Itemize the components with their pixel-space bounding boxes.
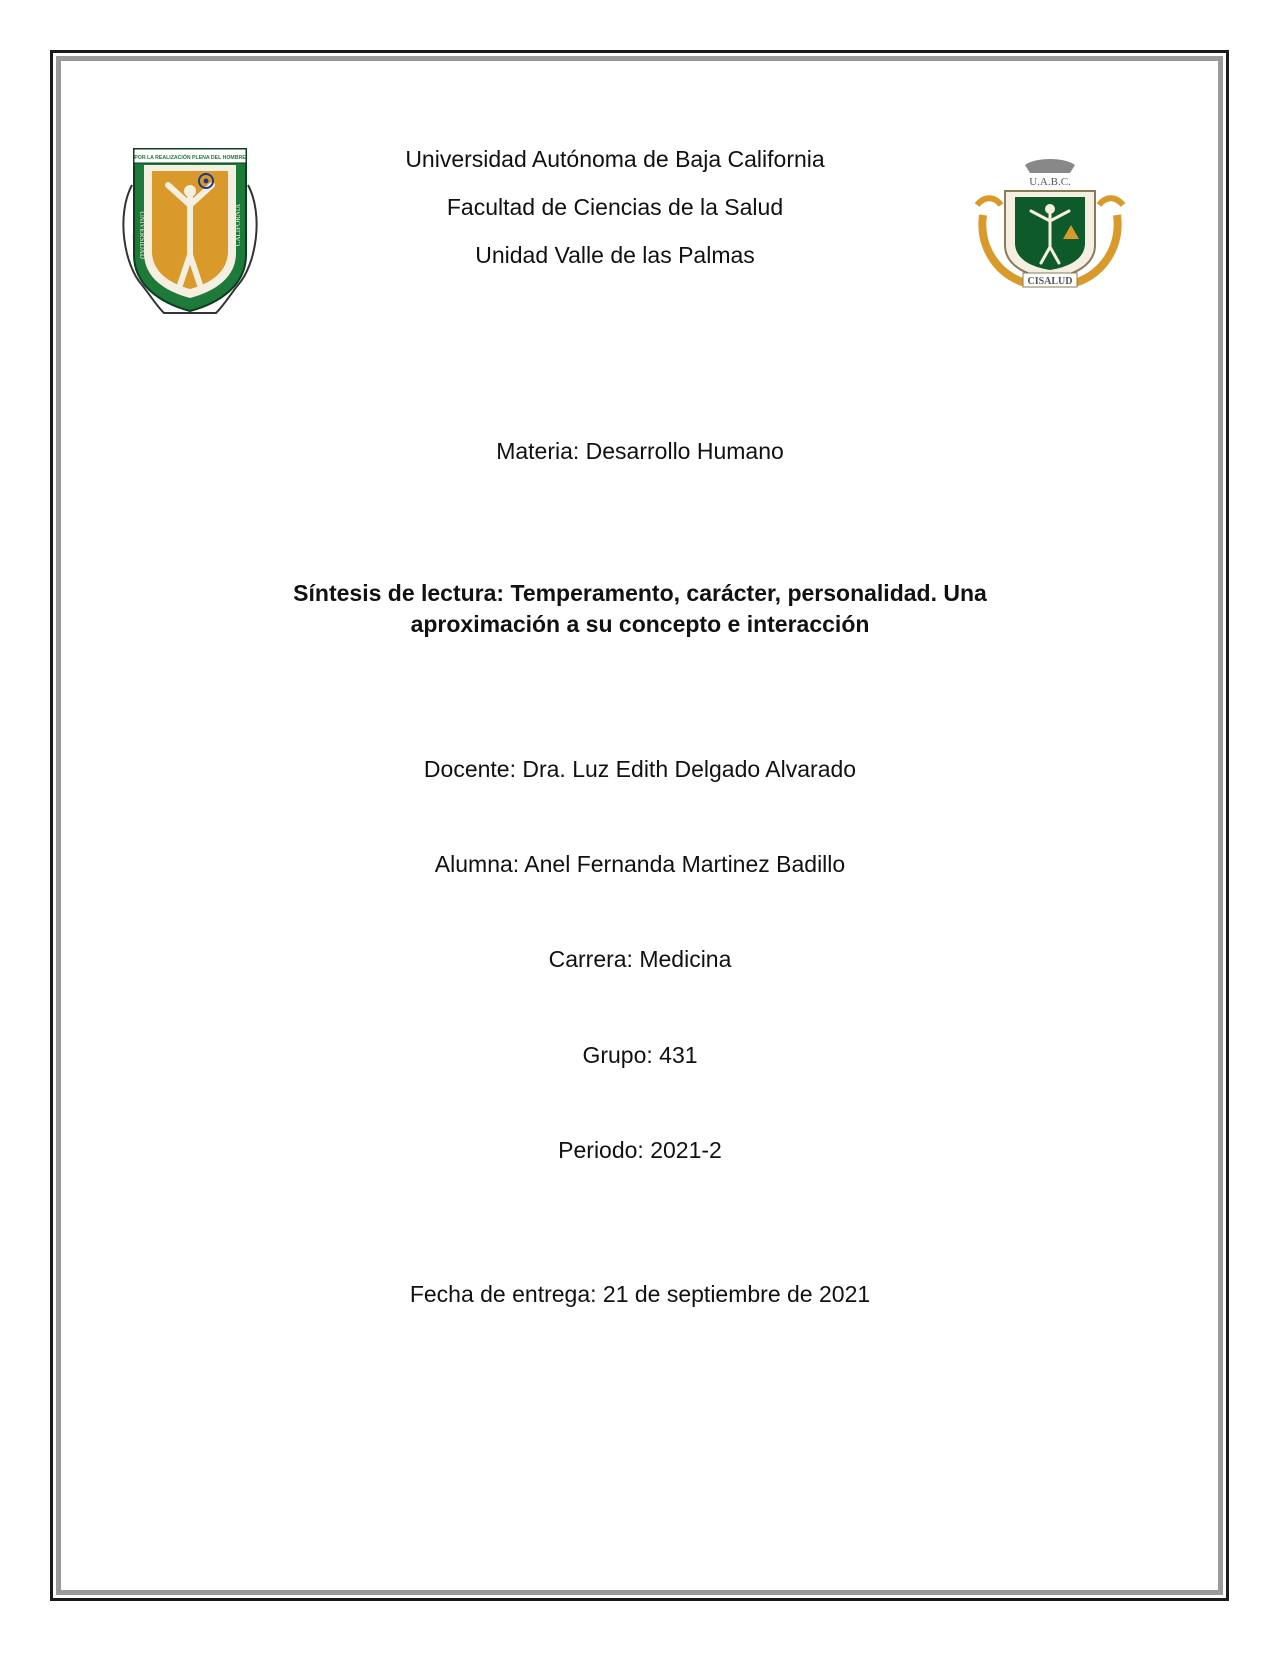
institution-header [360, 145, 870, 289]
cisalud-logo [975, 155, 1125, 295]
title-line-1: Síntesis de lectura: Temperamento, carácter, personalidad. Una [293, 580, 987, 606]
title-line-2: aproximación a su concepto e interacción [410, 611, 870, 637]
faculty-name: Facultad de Ciencias de la Salud [446, 194, 784, 220]
career-line: Carrera: Medicina [548, 946, 732, 972]
group-line: Grupo: 431 [582, 1042, 698, 1068]
cisalud-logo-bottom-text: CISALUD [1027, 276, 1073, 287]
teacher-line: Docente: Dra. Luz Edith Delgado Alvarado [423, 756, 857, 782]
cisalud-logo-top-text: U.A.B.C. [1029, 176, 1071, 188]
svg-text:CALIFORNIA: CALIFORNIA [234, 203, 242, 247]
university-name: Universidad Autónoma de Baja California [405, 146, 825, 172]
uabc-logo [120, 145, 260, 325]
student-line: Alumna: Anel Fernanda Martinez Badillo [434, 851, 846, 877]
unit-name: Unidad Valle de las Palmas [475, 242, 755, 268]
period-line: Periodo: 2021-2 [558, 1137, 722, 1163]
due-date-line: Fecha de entrega: 21 de septiembre de 2021 [409, 1281, 871, 1307]
subject-line: Materia: Desarrollo Humano [496, 438, 784, 464]
document-title [200, 578, 1080, 640]
uabc-logo-motto: POR LA REALIZACIÓN PLENA DEL HOMBRE [134, 155, 246, 161]
svg-text:UNIVERSIDAD: UNIVERSIDAD [138, 211, 146, 259]
